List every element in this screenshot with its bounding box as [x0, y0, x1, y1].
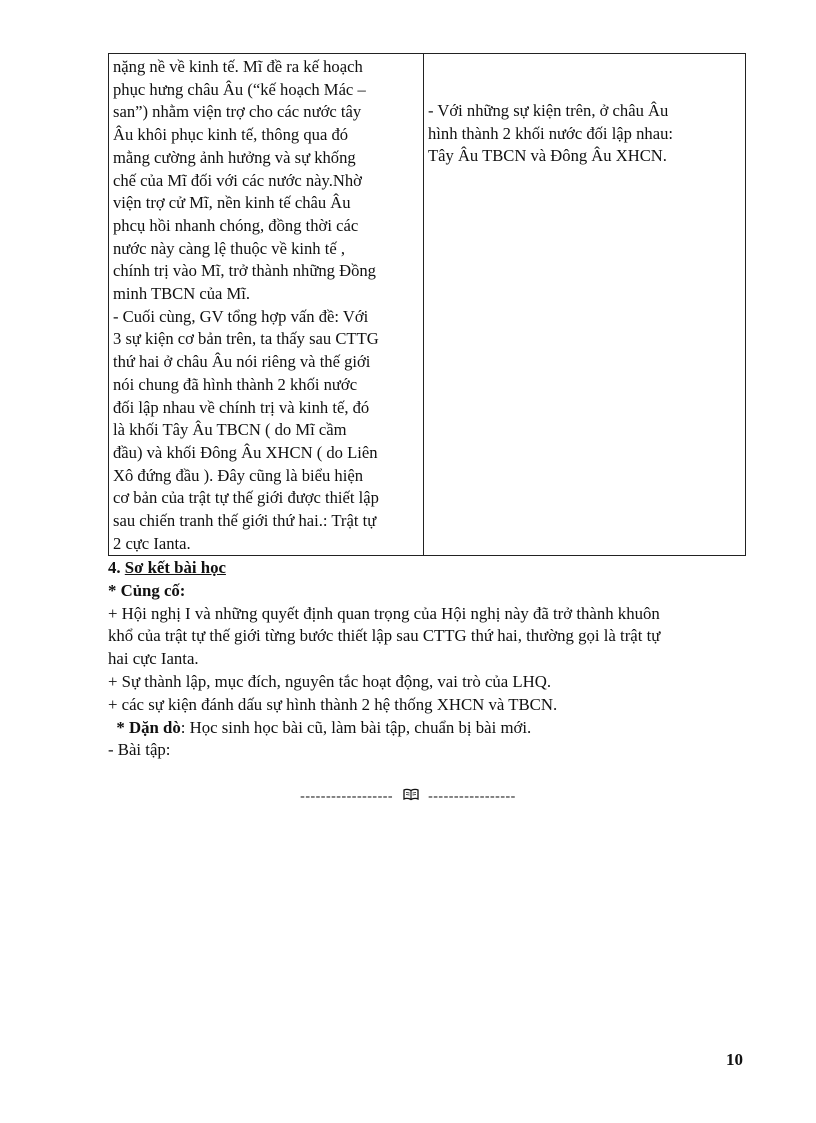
table-left-line: 3 sự kiện cơ bản trên, ta thấy sau CTTG	[113, 329, 379, 349]
summary-heading-number: 4.	[108, 558, 125, 577]
dan-do-label: * Dặn dò	[108, 717, 181, 737]
bai-tap-line: - Bài tập:	[108, 740, 171, 760]
table-left-line: Xô đứng đầu ). Đây cũng là biểu hiện	[113, 465, 364, 485]
table-left-line: cơ bản của trật tự thế giới được thiết lập	[113, 488, 379, 508]
table-right-line: hình thành 2 khối nước đối lập nhau:	[428, 123, 673, 143]
lesson-summary	[108, 557, 748, 762]
table-right-column	[424, 54, 745, 555]
table-left-line: nước này càng lệ thuộc về kinh tế ,	[113, 238, 346, 258]
summary-point: hai cực Ianta.	[108, 649, 199, 669]
table-left-line: sau chiến tranh thế giới thứ hai.: Trật tự	[113, 511, 377, 531]
divider-left-dashes: ------------------	[300, 789, 394, 805]
section-divider	[0, 788, 816, 806]
table-left-line: - Cuối cùng, GV tổng hợp vấn đề: Với	[113, 306, 369, 326]
table-left-line: nói chung đã hình thành 2 khối nước	[113, 374, 358, 394]
table-left-line: mằng cường ảnh hưởng và sự khống	[113, 147, 356, 167]
summary-point: + các sự kiện đánh dấu sự hình thành 2 hệ thống XHCN và TBCN.	[108, 694, 558, 714]
table-left-line: chế của Mĩ đối với các nước này.Nhờ	[113, 170, 362, 190]
dan-do-text: : Học sinh học bài cũ, làm bài tập, chuẩn bị bài mới.	[180, 717, 532, 737]
table-left-line: viện trợ cử Mĩ, nền kinh tế châu Âu	[113, 193, 351, 213]
table-left-line: chính trị vào Mĩ, trở thành những Đồng	[113, 261, 376, 281]
cung-co-label: * Củng cố:	[108, 580, 186, 600]
table-left-line: đối lập nhau về chính trị và kinh tế, đó	[113, 397, 370, 417]
summary-heading-text: Sơ kết bài học	[124, 558, 226, 577]
table-left-line: nặng nề về kinh tế. Mĩ đề ra kế hoạch	[113, 57, 363, 76]
table-right-line: Tây Âu TBCN và Đông Âu XHCN.	[428, 146, 667, 166]
table-left-line: 2 cực Ianta.	[113, 533, 191, 553]
summary-point: + Sự thành lập, mục đích, nguyên tắc hoạt động, vai trò của LHQ.	[108, 671, 552, 691]
table-left-line: Âu khôi phục kinh tế, thông qua đó	[113, 125, 349, 145]
table-left-line: san”) nhằm viện trợ cho các nước tây	[113, 102, 362, 122]
summary-point: khổ của trật tự thế giới từng bước thiết lập sau CTTG thứ hai, thường gọi là trật tự	[108, 626, 661, 646]
table-left-line: là khối Tây Âu TBCN ( do Mĩ cầm	[113, 420, 347, 440]
page-number: 10	[726, 1050, 743, 1069]
table-left-line: minh TBCN của Mĩ.	[113, 284, 251, 304]
dan-do-line	[108, 717, 748, 740]
table-left-line: phục hưng châu Âu (“kế hoạch Mác –	[113, 79, 366, 99]
content-table	[108, 53, 746, 556]
summary-heading	[108, 557, 748, 580]
table-left-line: phcụ hồi nhanh chóng, đồng thời các	[113, 215, 359, 235]
divider-right-dashes: -----------------	[428, 789, 516, 805]
table-left-line: đầu) và khối Đông Âu XHCN ( do Liên	[113, 442, 378, 462]
summary-point: + Hội nghị I và những quyết định quan trọng của Hội nghị này đã trở thành khuôn	[108, 603, 660, 623]
table-left-column	[109, 54, 424, 555]
table-left-line: thứ hai ở châu Âu nói riêng và thế giới	[113, 352, 371, 372]
table-right-line: - Với những sự kiện trên, ở châu Âu	[428, 101, 669, 120]
open-book-icon	[403, 788, 419, 806]
